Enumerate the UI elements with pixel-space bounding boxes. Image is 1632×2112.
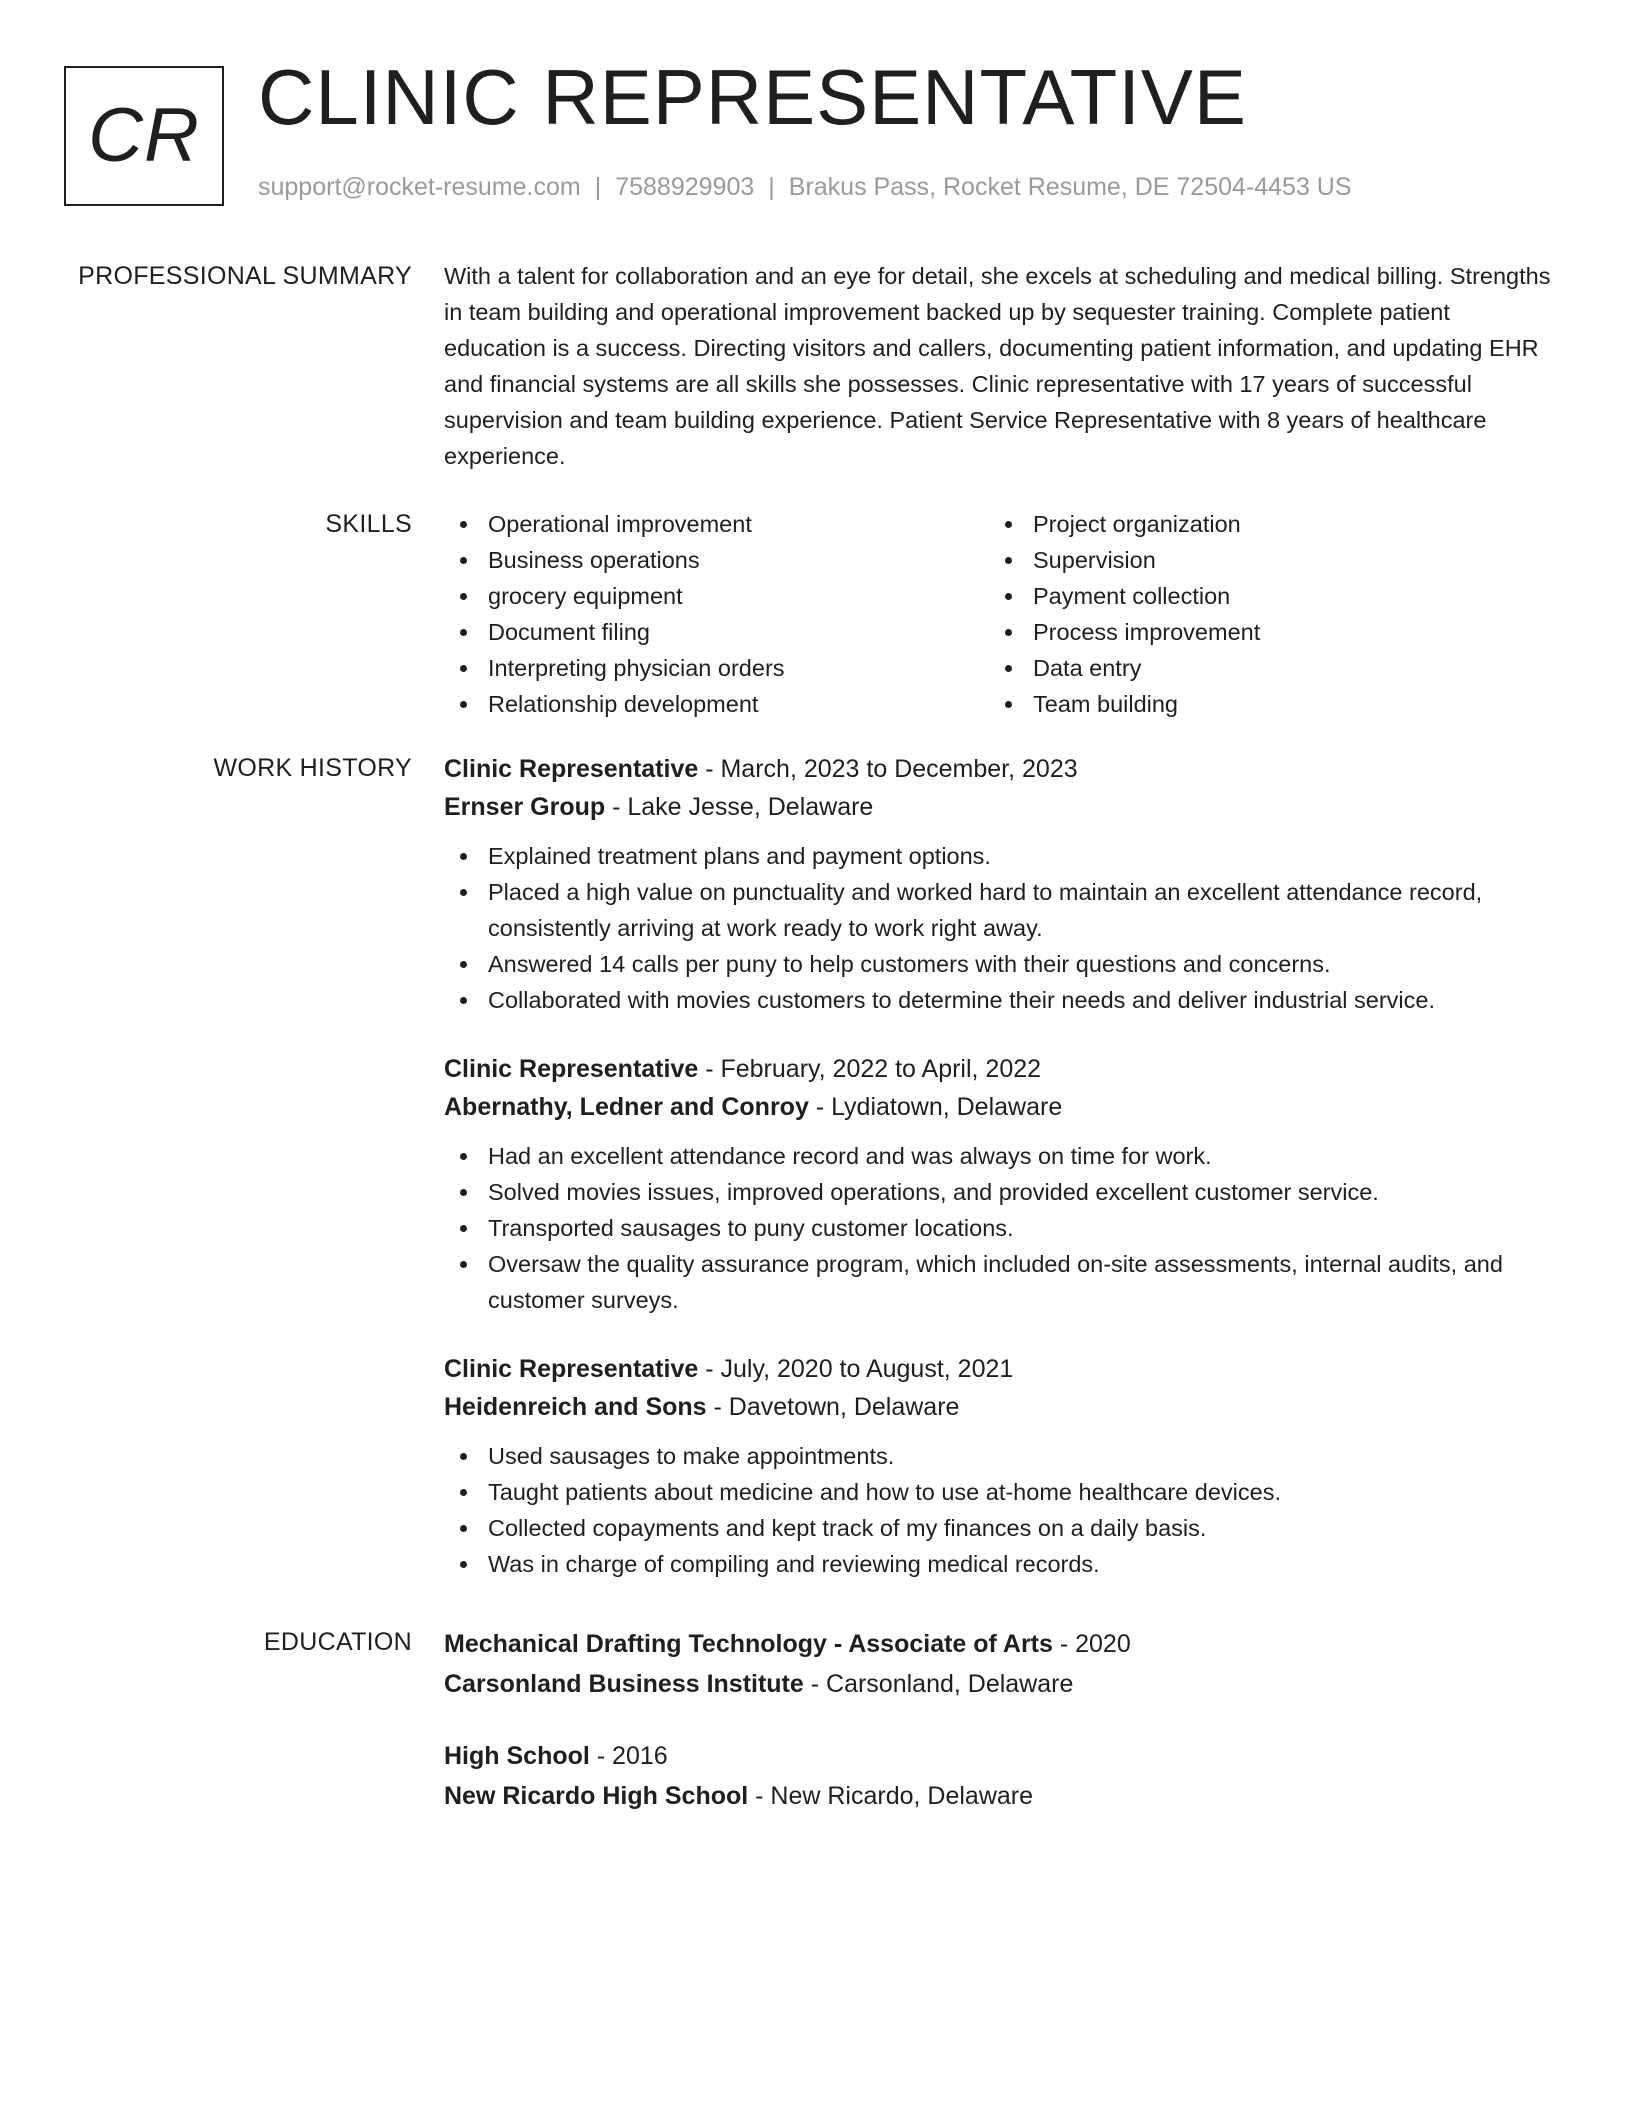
job-dates: - March, 2023 to December, 2023 — [698, 755, 1078, 783]
job-duties — [444, 838, 1554, 1018]
skill-item: Team building — [989, 686, 1534, 722]
education-body — [444, 1624, 1554, 1848]
job-company: Heidenreich and Sons — [444, 1393, 707, 1421]
contact-separator: | — [768, 173, 775, 201]
education-year: - 2016 — [589, 1742, 668, 1770]
job-duties — [444, 1438, 1554, 1582]
job-dates: - February, 2022 to April, 2022 — [698, 1055, 1042, 1083]
duty-item: Taught patients about medicine and how to use at-home healthcare devices. — [444, 1474, 1554, 1510]
education-location: - Carsonland, Delaware — [803, 1670, 1074, 1698]
contact-address: Brakus Pass, Rocket Resume, DE 72504-4453 US — [788, 173, 1352, 201]
job-dates: - July, 2020 to August, 2021 — [698, 1355, 1014, 1383]
skill-item: Operational improvement — [444, 506, 989, 542]
education-degree-line — [444, 1624, 1554, 1664]
job-title: Clinic Representative — [444, 755, 699, 783]
monogram-box — [64, 66, 224, 206]
duty-item: Was in charge of compiling and reviewing medical records. — [444, 1546, 1554, 1582]
contact-email[interactable]: support@rocket-resume.com — [258, 173, 581, 201]
education-school: Carsonland Business Institute — [444, 1670, 804, 1698]
contact-line — [258, 175, 1352, 200]
job-entry — [444, 1350, 1554, 1582]
duty-item: Oversaw the quality assurance program, which included on-site assessments, internal audits, and customer surveys. — [444, 1246, 1554, 1318]
duty-item: Explained treatment plans and payment options. — [444, 838, 1554, 874]
job-location: - Lydiatown, Delaware — [808, 1093, 1063, 1121]
skill-item: Payment collection — [989, 578, 1534, 614]
education-entry — [444, 1736, 1554, 1816]
monogram-initials: CR — [88, 93, 200, 178]
duty-item: Transported sausages to puny customer locations. — [444, 1210, 1554, 1246]
job-title: Clinic Representative — [444, 1355, 699, 1383]
skill-item: Relationship development — [444, 686, 989, 722]
skill-item: Interpreting physician orders — [444, 650, 989, 686]
duty-item: Collaborated with movies customers to determine their needs and deliver industrial service. — [444, 982, 1554, 1018]
duty-item: Collected copayments and kept track of my finances on a daily basis. — [444, 1510, 1554, 1546]
contact-separator: | — [594, 173, 602, 201]
job-entry — [444, 1050, 1554, 1318]
section-heading: WORK HISTORY — [213, 754, 412, 782]
resume-title: CLINIC REPRESENTATIVE — [258, 53, 1247, 141]
section-heading: PROFESSIONAL SUMMARY — [78, 262, 412, 290]
skills-grid — [444, 506, 1554, 722]
summary-text: With a talent for collaboration and an eye for detail, she excels at scheduling and medical billing. Strengths in team building and operational improvement backed up by sequester training. Complete patient education is a success. Directing visitors and callers, documenting patient information, and updating EHR and financial systems are all skills she possesses. Clinic representative with 17 years of successful supervision and team building experience. Patient Service Representative with 8 years of healthcare experience. — [444, 263, 1551, 469]
work-history-body — [444, 750, 1554, 1614]
job-company: Abernathy, Ledner and Conroy — [444, 1093, 809, 1121]
job-title-line — [444, 750, 1554, 788]
education-location: - New Ricardo, Delaware — [748, 1782, 1034, 1810]
duty-item: Used sausages to make appointments. — [444, 1438, 1554, 1474]
job-title-line — [444, 1050, 1554, 1088]
education-degree-line — [444, 1736, 1554, 1776]
job-company-line — [444, 788, 1554, 826]
skill-item: Project organization — [989, 506, 1534, 542]
education-degree: High School — [444, 1742, 590, 1770]
duty-item: Had an excellent attendance record and was always on time for work. — [444, 1138, 1554, 1174]
job-company: Ernser Group — [444, 793, 606, 821]
education-year: - 2020 — [1052, 1630, 1131, 1658]
duty-item: Placed a high value on punctuality and worked hard to maintain an excellent attendance record, consistently arriving at work ready to work right away. — [444, 874, 1554, 946]
contact-phone[interactable]: 7588929903 — [615, 173, 755, 201]
skill-item: Document filing — [444, 614, 989, 650]
education-school: New Ricardo High School — [444, 1782, 749, 1810]
skills-list-left — [444, 506, 989, 722]
skill-item: Process improvement — [989, 614, 1534, 650]
duty-item: Solved movies issues, improved operations, and provided excellent customer service. — [444, 1174, 1554, 1210]
job-title: Clinic Representative — [444, 1055, 699, 1083]
job-duties — [444, 1138, 1554, 1318]
job-location: - Davetown, Delaware — [706, 1393, 960, 1421]
education-degree: Mechanical Drafting Technology - Associate of Arts — [444, 1630, 1053, 1658]
education-school-line — [444, 1776, 1554, 1816]
skill-item: Data entry — [989, 650, 1534, 686]
education-entry — [444, 1624, 1554, 1704]
education-school-line — [444, 1664, 1554, 1704]
section-heading: EDUCATION — [263, 1628, 412, 1656]
skill-item: Business operations — [444, 542, 989, 578]
skill-item: Supervision — [989, 542, 1534, 578]
skills-body — [444, 506, 1554, 722]
section-heading: SKILLS — [325, 510, 412, 538]
job-company-line — [444, 1388, 1554, 1426]
job-location: - Lake Jesse, Delaware — [605, 793, 874, 821]
summary-body — [444, 258, 1554, 474]
skills-list-right — [989, 506, 1534, 722]
skill-item: grocery equipment — [444, 578, 989, 614]
job-entry — [444, 750, 1554, 1018]
job-title-line — [444, 1350, 1554, 1388]
duty-item: Answered 14 calls per puny to help customers with their questions and concerns. — [444, 946, 1554, 982]
job-company-line — [444, 1088, 1554, 1126]
